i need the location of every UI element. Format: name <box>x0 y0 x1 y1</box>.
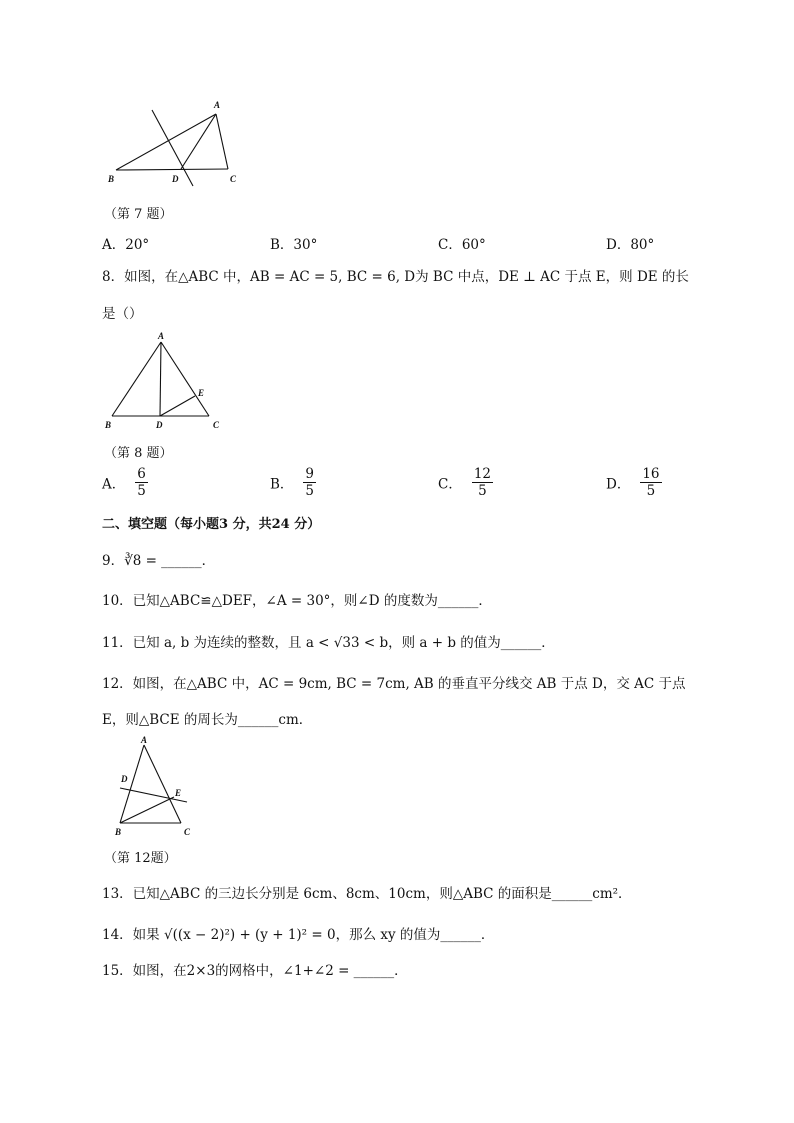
section2-title: 二、填空题（每小题3 分，共24 分） <box>102 517 321 532</box>
q12-text-line1: 12．如图，在△ABC 中，AC = 9cm, BC = 7cm, AB 的垂直平分线交 AB 于点 D，交 AC 于点 <box>102 676 686 692</box>
figure7-label-a: A <box>214 100 221 110</box>
q10-text: 10．已知△ABC≌△DEF，∠A = 30°，则∠D 的度数为______． <box>102 593 492 609</box>
q8-option-d-denominator: 5 <box>646 483 656 499</box>
q7-option-a[interactable] <box>102 233 149 253</box>
figure8-label-a: A <box>158 331 165 341</box>
figure7-label-b: B <box>108 174 115 184</box>
q8-option-b-denominator: 5 <box>305 483 315 499</box>
figure12-caption: （第 12题） <box>104 851 177 866</box>
q7-option-d-letter: D． <box>606 237 631 253</box>
figure8-label-c: C <box>213 420 220 430</box>
q8-option-b-numerator: 9 <box>305 466 315 482</box>
q8-text-line2: 是（） <box>102 306 143 322</box>
q8-option-b[interactable] <box>270 466 316 499</box>
figure-q12 <box>108 734 204 844</box>
q7-option-b[interactable] <box>270 233 317 253</box>
q7-option-c-value: 60° <box>461 237 486 253</box>
figure12-label-c: C <box>184 827 191 837</box>
q8-option-c[interactable] <box>438 466 493 499</box>
figure7-label-c: C <box>230 174 237 184</box>
figure7-caption: （第 7 题） <box>104 207 173 222</box>
q8-option-a-denominator: 5 <box>137 483 146 499</box>
q7-option-d[interactable] <box>606 233 654 253</box>
q8-text-line1: 8．如图，在△ABC 中，AB = AC = 5, BC = 6, D为 BC 中点，DE ⊥ AC 于点 E，则 DE 的长 <box>102 269 689 285</box>
q8-option-d-numerator: 16 <box>642 466 660 482</box>
figure12-label-b: B <box>115 827 122 837</box>
q8-option-c-numerator: 12 <box>473 466 492 482</box>
q11-text: 11．已知 a, b 为连续的整数，且 a < √33 < b，则 a + b 的值为______． <box>102 635 555 651</box>
figure8-label-d: D <box>156 420 163 430</box>
figure8-label-e: E <box>198 388 205 398</box>
q13-text: 13．已知△ABC 的三边长分别是 6cm、8cm、10cm，则△ABC 的面积是______cm²． <box>102 886 632 902</box>
q8-option-a-numerator: 6 <box>137 466 146 482</box>
q7-option-d-value: 80° <box>630 237 655 253</box>
figure8-label-b: B <box>105 420 112 430</box>
q8-option-a[interactable] <box>102 466 148 499</box>
q8-option-c-denominator: 5 <box>478 483 487 499</box>
q8-option-c-fraction <box>472 466 493 499</box>
q9-text: 9．∛8 = ______． <box>102 553 216 569</box>
q8-option-b-fraction <box>303 466 316 499</box>
figure-q8 <box>100 330 230 432</box>
q7-option-a-value: 20° <box>125 237 150 253</box>
q7-option-a-letter: A． <box>102 237 126 253</box>
q8-option-c-letter: C． <box>438 476 462 493</box>
q7-option-b-letter: B． <box>270 237 294 253</box>
q14-text: 14．如果 √((x − 2)²) + (y + 1)² = 0，那么 xy 的值为______． <box>102 927 495 943</box>
q7-option-c[interactable] <box>438 233 486 253</box>
figure12-label-a: A <box>141 735 148 745</box>
figure12-label-d: D <box>121 774 128 784</box>
q7-option-b-value: 30° <box>293 237 318 253</box>
figure12-label-e: E <box>175 788 182 798</box>
q8-option-a-fraction <box>135 466 148 499</box>
q8-option-d-letter: D． <box>606 476 631 493</box>
figure7-label-d: D <box>172 174 179 184</box>
figure-q7 <box>100 96 260 190</box>
q8-option-d-fraction <box>640 466 661 499</box>
q8-option-d[interactable] <box>606 466 662 499</box>
figure8-caption: （第 8 题） <box>104 446 173 461</box>
q8-option-b-letter: B． <box>270 476 294 493</box>
q15-text: 15．如图，在2×3的网格中，∠1+∠2 = ______． <box>102 963 408 979</box>
q8-option-a-letter: A． <box>102 476 126 493</box>
q12-text-line2: E，则△BCE 的周长为______cm． <box>102 712 313 728</box>
q7-option-c-letter: C． <box>438 237 462 253</box>
